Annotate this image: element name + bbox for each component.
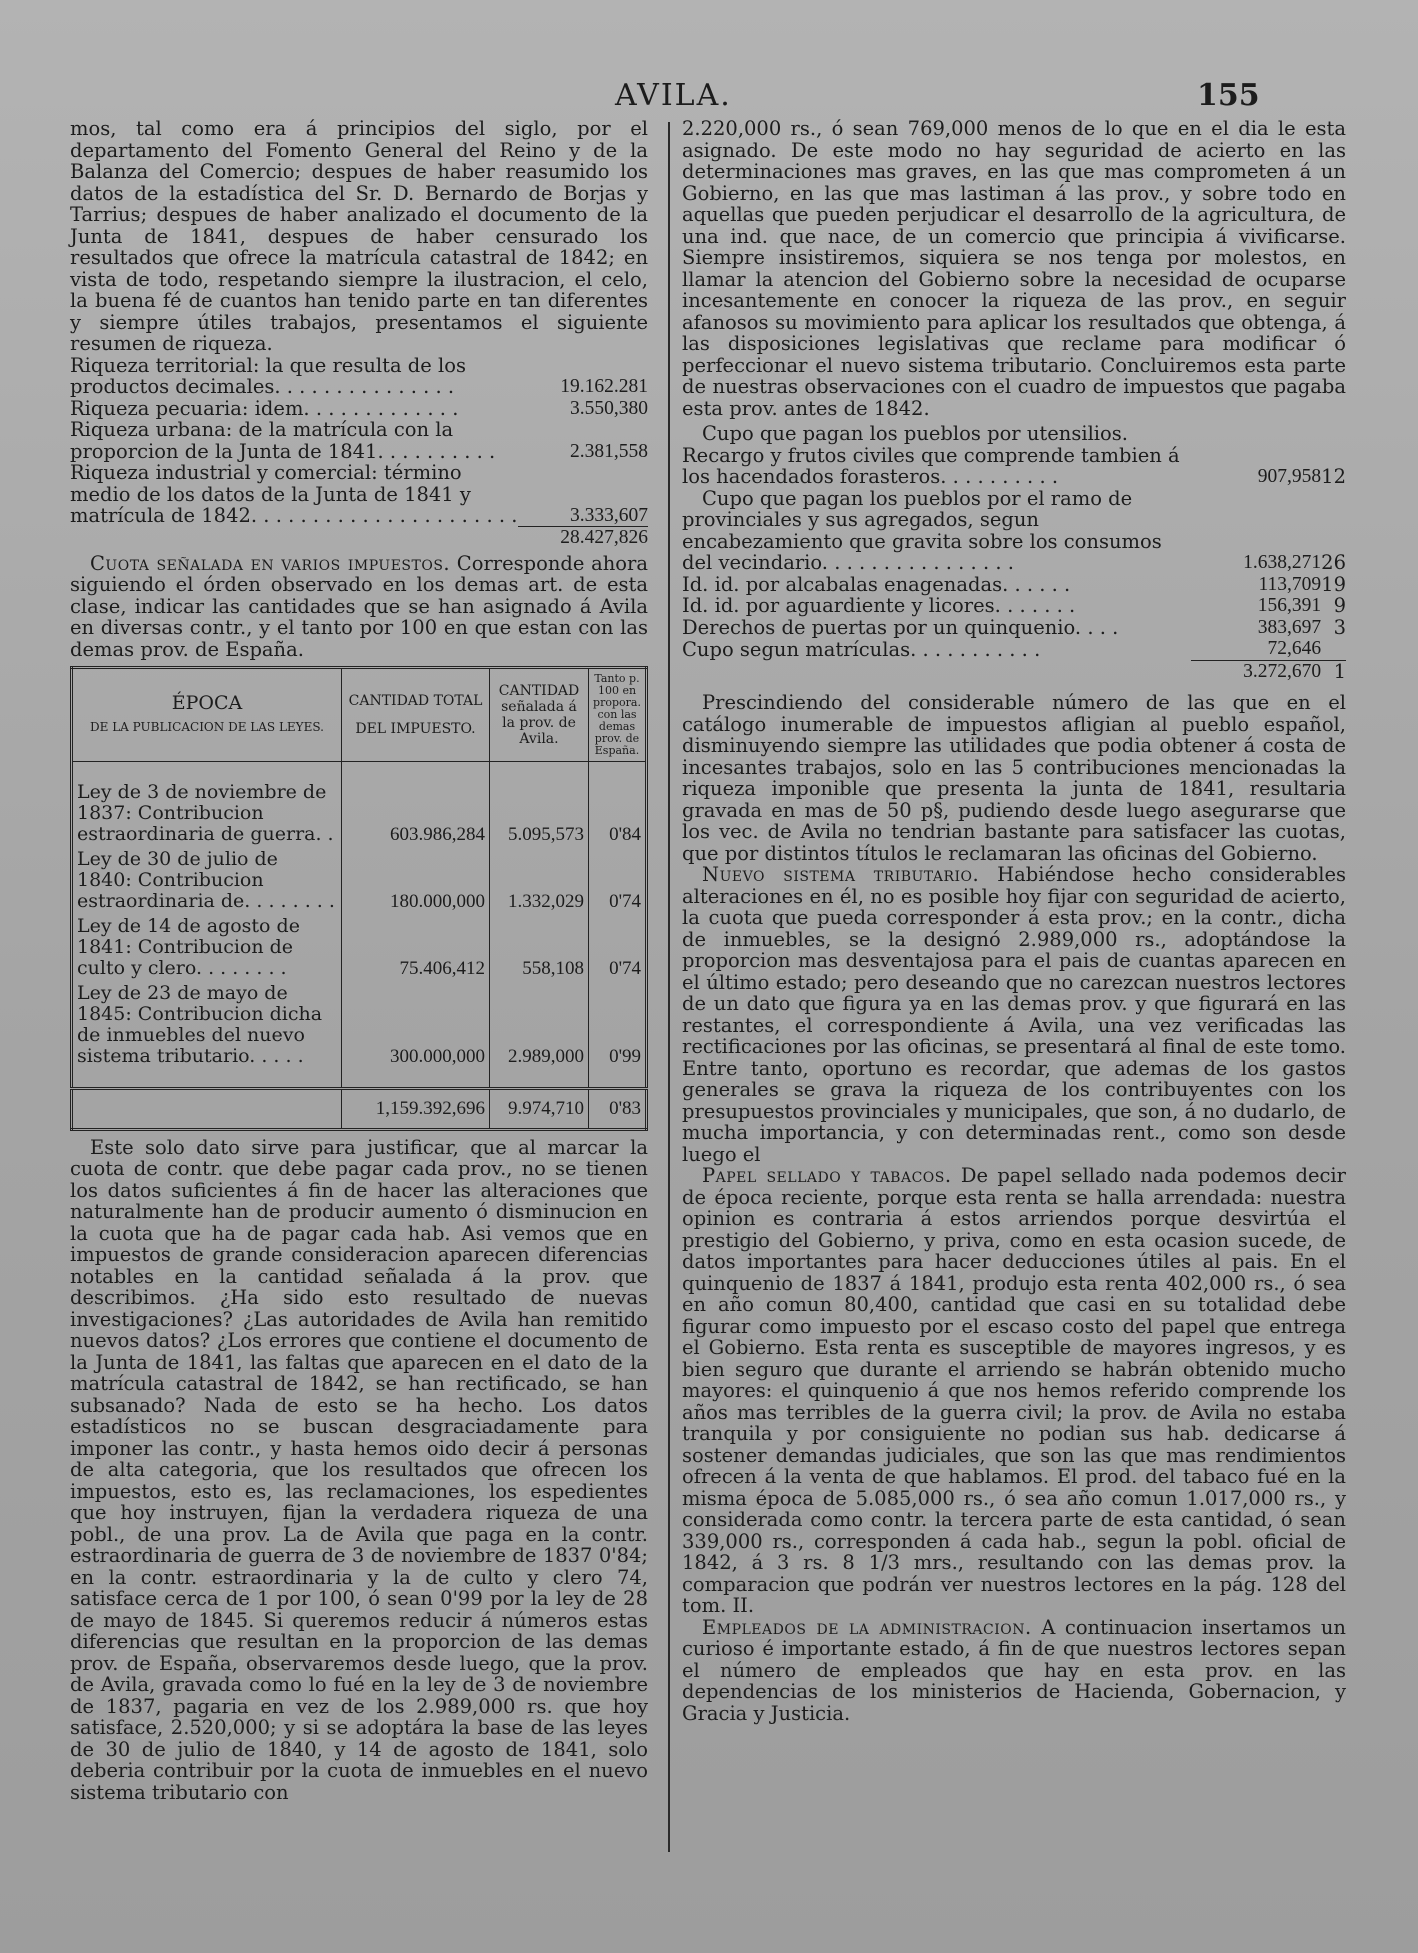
continuation-paragraph: 2.220,000 rs., ó sean 769,000 menos de lo que en el dia le esta asignado. De este modo no hay seguridad de acierto en las determinaciones mas graves, en las que mas comprometen á un Gobierno, en las que mas lastiman á las prov., y sobre todo en aquellas que pueden perjudicar el desarrollo de la agricultura, de una ind. que nace, de un comercio que principia á vivificarse. Siempre insistiremos, siquiera se nos tenga por molestos, en llamar la atencion del Gobierno sobre la necesidad de ocuparse incesantemente en conocer la riqueza de las prov., en seguir afanosos su movimiento para aplicar los resultados que obtenga, á las disposiciones legislativas que reclame para modificar ó perfeccionar el nuevo sistema tributario. Concluiremos esta parte de nuestras observaciones con el cuadro de impuestos que pagaba esta prov. antes de 1842. [682, 117, 1346, 420]
ledger-label: Id. id. por alcabalas enagenadas. . . . . . [682, 572, 1071, 596]
header-epoca-sub: DE LA PUBLICACION DE LAS LEYES. [90, 720, 324, 734]
nuevo-sistema-paragraph [682, 864, 1346, 1165]
ledger-cents [1321, 638, 1346, 660]
papel-heading: Papel sellado y tabacos. [702, 1164, 952, 1187]
left-column [70, 118, 648, 1803]
tax-table [70, 666, 648, 1131]
ledger-label: Id. id. por aguardiente y licores. . . . . . . [682, 594, 1076, 617]
intro-paragraph: mos, tal como era á principios del siglo, por el departamento del Fomento General del Reino y de la Balanza del Comercio; despues de haber reasumido los datos de la estadística del Sr. D. Bernardo de Borjas y Tarrius; despues de haber analizado el documento de la Junta de 1841, despues de haber censurado los resultados que ofrece la matrícula catastral de 1842; en vista de todo, respetando siempre la ilustracion, el celo, la buena fé de cuantos han tenido parte en tan diferentes y siempre útiles trabajos, presentamos el siguiente resumen de riqueza. [70, 117, 648, 355]
ledger-row [682, 638, 1346, 660]
header-total-b: DEL IMPUESTO. [355, 721, 476, 737]
ledger-row [682, 617, 1346, 639]
tax-pct: 0'74 [589, 914, 647, 981]
ledger-amount: 383,697 [1257, 616, 1322, 638]
cuota-paragraph [70, 553, 648, 661]
tax-avila: 2.989,000 [490, 981, 589, 1069]
tax-avila-sum: 9.974,710 [490, 1089, 589, 1130]
wealth-label: Riqueza territorial: la que resulta de los productos decimales. . . . . . . . . . . . . . . [70, 353, 466, 398]
ledger-label: Cupo segun matrículas. . . . . . . . . . . [682, 637, 1041, 661]
ledger-amount: 1.638,271 [1243, 552, 1322, 573]
header-total-a: CANTIDAD TOTAL [348, 693, 483, 709]
nuevo-sistema-text: Habiéndose hecho considerables alteraciones en él, no es posible hoy fijar con seguridad de acierto, la cuota que pueda corresponder á esta prov.; en la contr., dicha de inmuebles, se la designó 2.989,000 rs., adoptándose la proporcion mas desventajosa para el pais de cuantas aparecen en el último estado; pero deseando que no carezcan nuestros lectores de un dato que figura ya en las demas prov. y que figurará en las restantes, el correspondiente á Avila, una vez verificadas las rectificaciones por las oficinas, se presentará al final de este tomo. Entre tanto, oportuno es recordar, que ademas de los gastos generales se grava la riqueza de los contribuyentes con los presupuestos provinciales y municipales, que son, á no dudarlo, de mucha importancia, y con determinadas rent., como son desde luego el [682, 863, 1347, 1166]
wealth-total: 28.427,826 [518, 527, 648, 549]
cuota-heading: Cuota señalada en varios impuestos. [90, 551, 451, 575]
wealth-row [70, 419, 648, 462]
wealth-label: Riqueza industrial y comercial: término medio de los datos de la Junta de 1841 y matrícula de 1842. . . . . . . . . . . . . . . . . . . . . . [70, 461, 518, 527]
wealth-amount: 2.381,558 [570, 440, 648, 462]
tax-total: 300.000,000 [342, 981, 490, 1069]
tax-total-sum: 1,159.392,696 [342, 1089, 490, 1130]
papel-paragraph [682, 1165, 1346, 1617]
wealth-row [70, 398, 648, 420]
ledger-cents: 19 [1321, 572, 1346, 596]
ledger-cents: 26 [1321, 551, 1346, 574]
tax-table-header [72, 668, 647, 762]
tax-total: 75.406,412 [342, 914, 490, 981]
wealth-row [70, 355, 648, 398]
wealth-amount: 3.550,380 [570, 397, 648, 419]
after-table-paragraph: Este solo dato sirve para justificar, que al marcar la cuota de contr. que debe pagar cada prov., no se tienen los datos suficientes á fin de hacer las alteraciones que naturalmente han de producir aumento ó disminucion en la cuota que ha de pagar cada hab. Asi vemos que en impuestos de grande consideracion aparecen diferencias notables en la cantidad señalada á la prov. que describimos. ¿Ha sido esto resultado de nuevas investigaciones? ¿Las autoridades de Avila han remitido nuevos datos? ¿Los errores que contiene el documento de la Junta de 1841, las faltas que aparecen en el dato de la matrícula catastral de 1842, se han rectificado, se han subsanado? Nada de esto se ha hecho. Los datos estadísticos no se buscan desgraciadamente para imponer las contr., y hasta hemos oido decir á personas de alta categoria, que los resultados que ofrecen los impuestos, esto es, las reclamaciones, los espedientes que hoy instruyen, fijan la verdadera riqueza de una pobl., de una prov. La de Avila que paga en la contr. estraordinaria de guerra de 3 de noviembre de 1837 0'84; en la contr. estraordinaria y la de culto y clero 74, satisface cerca de 1 por 100, ó sean 0'99 por la ley de 28 de mayo de 1845. Si queremos reducir á números estas diferencias que resultan en la proporcion de las demas prov. de España, observaremos desde luego, que la prov. de Avila, gravada como lo fué en la ley de 3 de noviembre de 1837, pagaria en vez de los 2.989,000 rs. que hoy satisface, 2.520,000; y si se adoptára la base de las leyes de 30 de julio de 1840, y 14 de agosto de 1841, solo deberia contribuir por la cuota de inmuebles en el nuevo sistema tributario con [70, 1135, 648, 1804]
ledger-row [682, 488, 1346, 574]
tax-row [72, 780, 647, 847]
ledger-row [682, 574, 1346, 596]
wealth-total-row [70, 527, 648, 549]
ledger-amount: 72,646 [1267, 638, 1322, 659]
ledger-row [682, 423, 1346, 488]
tax-law: Ley de 23 de mayo de 1845: Contribucion dicha de inmuebles del nuevo sistema tributario. . . . . [72, 981, 342, 1069]
tax-row [72, 847, 647, 914]
header-epoca-title: ÉPOCA [171, 692, 243, 714]
tax-avila: 5.095,573 [490, 780, 589, 847]
papel-text: De papel sellado nada podemos decir de época reciente, porque esta renta se halla arrendada: nuestra opinion es contraria á estos arriendos porque desvirtúa el prestigio del Gobierno, y priva, como en esta ocasion sucede, de datos importantes para hacer deducciones útiles al pais. En el quinquenio de 1837 á 1841, produjo esta renta 402,000 rs., ó sea en año comun 80,400, cantidad que casi en su totalidad debe figurar como impuesto por el escaso costo del papel que entrega el Gobierno. Esta renta es susceptible de mayores ingresos, y es bien seguro que durante el arriendo se habrán obtenido mucho mayores: el quinquenio á que nos hemos referido comprende los años mas terribles de la guerra civil; la prov. de Avila no estaba tranquila y por consiguiente no podian sus hab. dedicarse á sostener demandas judiciales, que son las que mas rendimientos ofrecen á la venta de que hablamos. El prod. del tabaco fué en la misma época de 5.085,000 rs., ó sea año comun 1.017,000 rs., y considerada como contr. la tercera parte de esta cantidad, ó sean 339,000 rs., corresponden á cada hab., segun la pobl. oficial de 1842, á 3 rs. 8 1/3 mrs., resultando con las demas prov. la comparacion que podrán ver nuestros lectores en la pág. 128 del tom. II. [682, 1164, 1346, 1617]
ledger-label: Cupo que pagan los pueblos por utensilios. Recargo y frutos civiles que comprende tambien á los hacendados forasteros. . . . . . . . . . [682, 422, 1180, 488]
ledger-amount: 156,391 [1257, 595, 1322, 616]
wealth-label: Riqueza urbana: de la matrícula con la proporcion de la Junta de 1841. . . . . . . . . . [70, 418, 496, 463]
ledger-cents: 12 [1321, 465, 1346, 488]
page-number: 155 [1197, 78, 1260, 113]
tax-law: Ley de 3 de noviembre de 1837: Contribucion estraordinaria de guerra. . [72, 780, 342, 847]
prescindiendo-paragraph: Prescindiendo del considerable número de las que en el catálogo inumerable de impuestos afligian al pueblo español, disminuyendo siempre las utilidades que podia obtener á costa de incesantes trabajos, solo en las 5 contribuciones mencionadas la riqueza imponible que presenta la junta de 1841, resultaria gravada en mas de 50 p§, pudiendo desde luego asegurarse que los vec. de Avila no tendrian bastante para satisfacer las cuotas, que por distintos títulos le reclamaran las oficinas del Gobierno. [682, 691, 1346, 865]
wealth-amount: 19.162.281 [560, 376, 648, 397]
wealth-label: Riqueza pecuaria: idem. . . . . . . . . . . . . [70, 396, 459, 420]
tax-pct-avg: 0'83 [589, 1089, 647, 1130]
ledger-total: 3.272,670 [1191, 660, 1321, 682]
column-divider [668, 122, 670, 1852]
header-total [342, 668, 490, 762]
ledger-cents: 3 [1333, 615, 1346, 639]
tax-pct: 0'74 [589, 847, 647, 914]
tax-law: Ley de 14 de agosto de 1841: Contribucion de culto y clero. . . . . . . . [72, 914, 342, 981]
running-header [0, 78, 1418, 114]
tax-pct: 0'99 [589, 981, 647, 1069]
page-title: AVILA. [615, 78, 732, 113]
ledger-total-row [682, 660, 1346, 682]
tax-total-row [72, 1089, 647, 1130]
header-tanto: Tanto p. 100 en propora. con las demas prov. de España. [589, 668, 647, 762]
tax-total: 180.000,000 [342, 847, 490, 914]
tax-avila: 1.332,029 [490, 847, 589, 914]
wealth-summary [70, 355, 648, 549]
tax-avila: 558,108 [490, 914, 589, 981]
wealth-row [70, 462, 648, 527]
tax-pct: 0'84 [589, 780, 647, 847]
nuevo-sistema-heading: Nuevo sistema tributario. [702, 863, 980, 886]
ledger-amount: 113,709 [1258, 573, 1322, 595]
cuota-text: Corresponde ahora siguiendo el órden observado en los demas art. de esta clase, indicar las cantidades que se han asignado á Avila en diversas contr., y el tanto por 100 en que estan con las demas prov. de España. [70, 551, 648, 661]
ledger-label: Cupo que pagan los pueblos por el ramo de provinciales y sus agregados, segun encabezamiento que gravita sobre los consumos del vecindario. . . . . . . . . . . . . . . . [682, 486, 1162, 574]
header-avila: CANTIDAD señalada á la prov. de Avila. [490, 668, 589, 762]
tax-total: 603.986,284 [342, 780, 490, 847]
tax-ledger [682, 423, 1346, 682]
header-epoca [72, 668, 342, 762]
empleados-text: A continuacion insertamos un curioso é importante estado, á fin de que nuestros lectores sepan el número de empleados que hay en esta prov. en las dependencias de los ministerios de Hacienda, Gobernacion, y Gracia y Justicia. [682, 1615, 1346, 1725]
ledger-label: Derechos de puertas por un quinquenio. . . . [682, 615, 1119, 639]
empleados-paragraph [682, 1617, 1346, 1725]
tax-row [72, 981, 647, 1069]
ledger-cents: 9 [1333, 594, 1346, 617]
tax-row [72, 914, 647, 981]
ledger-row [682, 595, 1346, 617]
wealth-amount: 3.333,607 [570, 504, 648, 526]
tax-law: Ley de 30 de julio de 1840: Contribucion estraordinaria de. . . . . . . . [72, 847, 342, 914]
ledger-total-cents: 1 [1321, 660, 1346, 682]
empleados-heading: Empleados de la administracion. [702, 1615, 1032, 1639]
ledger-amount: 907,958 [1257, 466, 1322, 487]
right-column [682, 118, 1346, 1724]
